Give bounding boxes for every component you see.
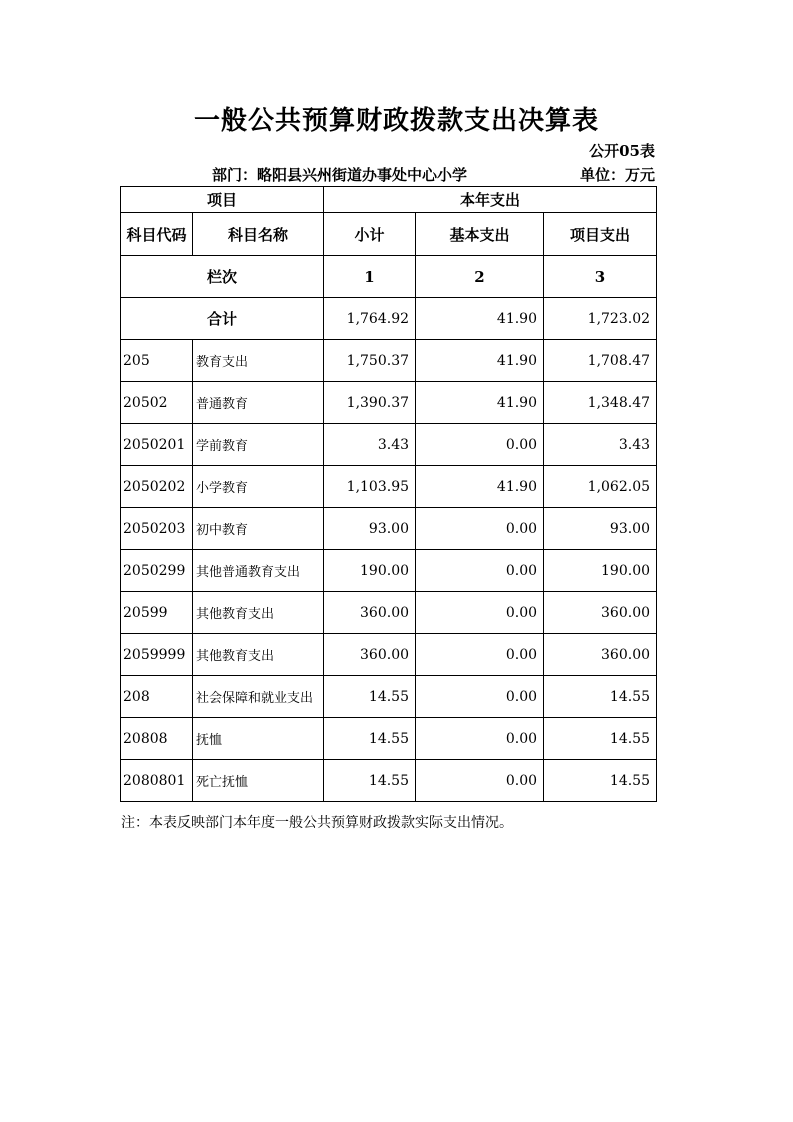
row-basic: 41.90 — [416, 466, 544, 508]
row-code: 2050299 — [121, 550, 193, 592]
row-name: 其他教育支出 — [193, 634, 324, 676]
row-project: 14.55 — [544, 760, 657, 802]
row-basic: 0.00 — [416, 508, 544, 550]
header-row-group — [121, 187, 657, 213]
row-project: 190.00 — [544, 550, 657, 592]
row-project: 93.00 — [544, 508, 657, 550]
header-item: 项目 — [121, 187, 324, 213]
table-row — [121, 592, 657, 634]
header-col-label: 栏次 — [121, 256, 324, 298]
table-row — [121, 718, 657, 760]
row-name: 社会保障和就业支出 — [193, 676, 324, 718]
table-row — [121, 550, 657, 592]
header-col3: 3 — [544, 256, 657, 298]
row-code: 208 — [121, 676, 193, 718]
row-name: 普通教育 — [193, 382, 324, 424]
footnote: 注：本表反映部门本年度一般公共预算财政拨款实际支出情况。 — [121, 815, 513, 831]
row-subtotal: 14.55 — [324, 676, 416, 718]
table-row — [121, 382, 657, 424]
row-project: 360.00 — [544, 634, 657, 676]
table-row — [121, 634, 657, 676]
page-title: 一般公共预算财政拨款支出决算表 — [193, 106, 599, 136]
row-name: 初中教育 — [193, 508, 324, 550]
row-code: 2080801 — [121, 760, 193, 802]
table-row — [121, 760, 657, 802]
row-subtotal: 14.55 — [324, 760, 416, 802]
header-name: 科目名称 — [193, 213, 324, 256]
total-label: 合计 — [121, 298, 324, 340]
row-project: 14.55 — [544, 676, 657, 718]
row-project: 1,708.47 — [544, 340, 657, 382]
row-project: 1,348.47 — [544, 382, 657, 424]
row-name: 小学教育 — [193, 466, 324, 508]
row-subtotal: 1,750.37 — [324, 340, 416, 382]
row-code: 20808 — [121, 718, 193, 760]
row-code: 2050203 — [121, 508, 193, 550]
row-code: 2050202 — [121, 466, 193, 508]
total-basic: 41.90 — [416, 298, 544, 340]
row-name: 死亡抚恤 — [193, 760, 324, 802]
row-project: 3.43 — [544, 424, 657, 466]
row-name: 其他普通教育支出 — [193, 550, 324, 592]
row-subtotal: 93.00 — [324, 508, 416, 550]
form-number: 公开05表 — [589, 142, 655, 160]
row-basic: 0.00 — [416, 550, 544, 592]
header-subtotal: 小计 — [324, 213, 416, 256]
header-project: 项目支出 — [544, 213, 657, 256]
header-col1: 1 — [324, 256, 416, 298]
row-basic: 0.00 — [416, 718, 544, 760]
table-row — [121, 340, 657, 382]
total-row — [121, 298, 657, 340]
header-current-year-spend: 本年支出 — [324, 187, 657, 213]
table-row — [121, 676, 657, 718]
row-project: 14.55 — [544, 718, 657, 760]
row-name: 其他教育支出 — [193, 592, 324, 634]
row-code: 2059999 — [121, 634, 193, 676]
row-code: 2050201 — [121, 424, 193, 466]
row-subtotal: 360.00 — [324, 592, 416, 634]
row-basic: 41.90 — [416, 382, 544, 424]
row-subtotal: 360.00 — [324, 634, 416, 676]
header-row-columns — [121, 213, 657, 256]
header-basic: 基本支出 — [416, 213, 544, 256]
table-row — [121, 508, 657, 550]
header-col2: 2 — [416, 256, 544, 298]
row-subtotal: 3.43 — [324, 424, 416, 466]
header-code: 科目代码 — [121, 213, 193, 256]
total-project: 1,723.02 — [544, 298, 657, 340]
row-name: 教育支出 — [193, 340, 324, 382]
row-subtotal: 190.00 — [324, 550, 416, 592]
row-code: 205 — [121, 340, 193, 382]
row-project: 1,062.05 — [544, 466, 657, 508]
row-code: 20599 — [121, 592, 193, 634]
header-row-column-numbers — [121, 256, 657, 298]
department-label: 部门：略阳县兴州街道办事处中心小学 — [212, 166, 468, 184]
expenditure-table — [120, 186, 657, 802]
row-project: 360.00 — [544, 592, 657, 634]
row-basic: 0.00 — [416, 592, 544, 634]
table-row — [121, 424, 657, 466]
row-name: 学前教育 — [193, 424, 324, 466]
unit-label: 单位：万元 — [579, 166, 655, 184]
row-basic: 0.00 — [416, 424, 544, 466]
row-basic: 0.00 — [416, 676, 544, 718]
row-basic: 0.00 — [416, 760, 544, 802]
row-subtotal: 1,390.37 — [324, 382, 416, 424]
total-subtotal: 1,764.92 — [324, 298, 416, 340]
row-basic: 41.90 — [416, 340, 544, 382]
row-name: 抚恤 — [193, 718, 324, 760]
row-subtotal: 14.55 — [324, 718, 416, 760]
table-row — [121, 466, 657, 508]
row-code: 20502 — [121, 382, 193, 424]
row-subtotal: 1,103.95 — [324, 466, 416, 508]
row-basic: 0.00 — [416, 634, 544, 676]
